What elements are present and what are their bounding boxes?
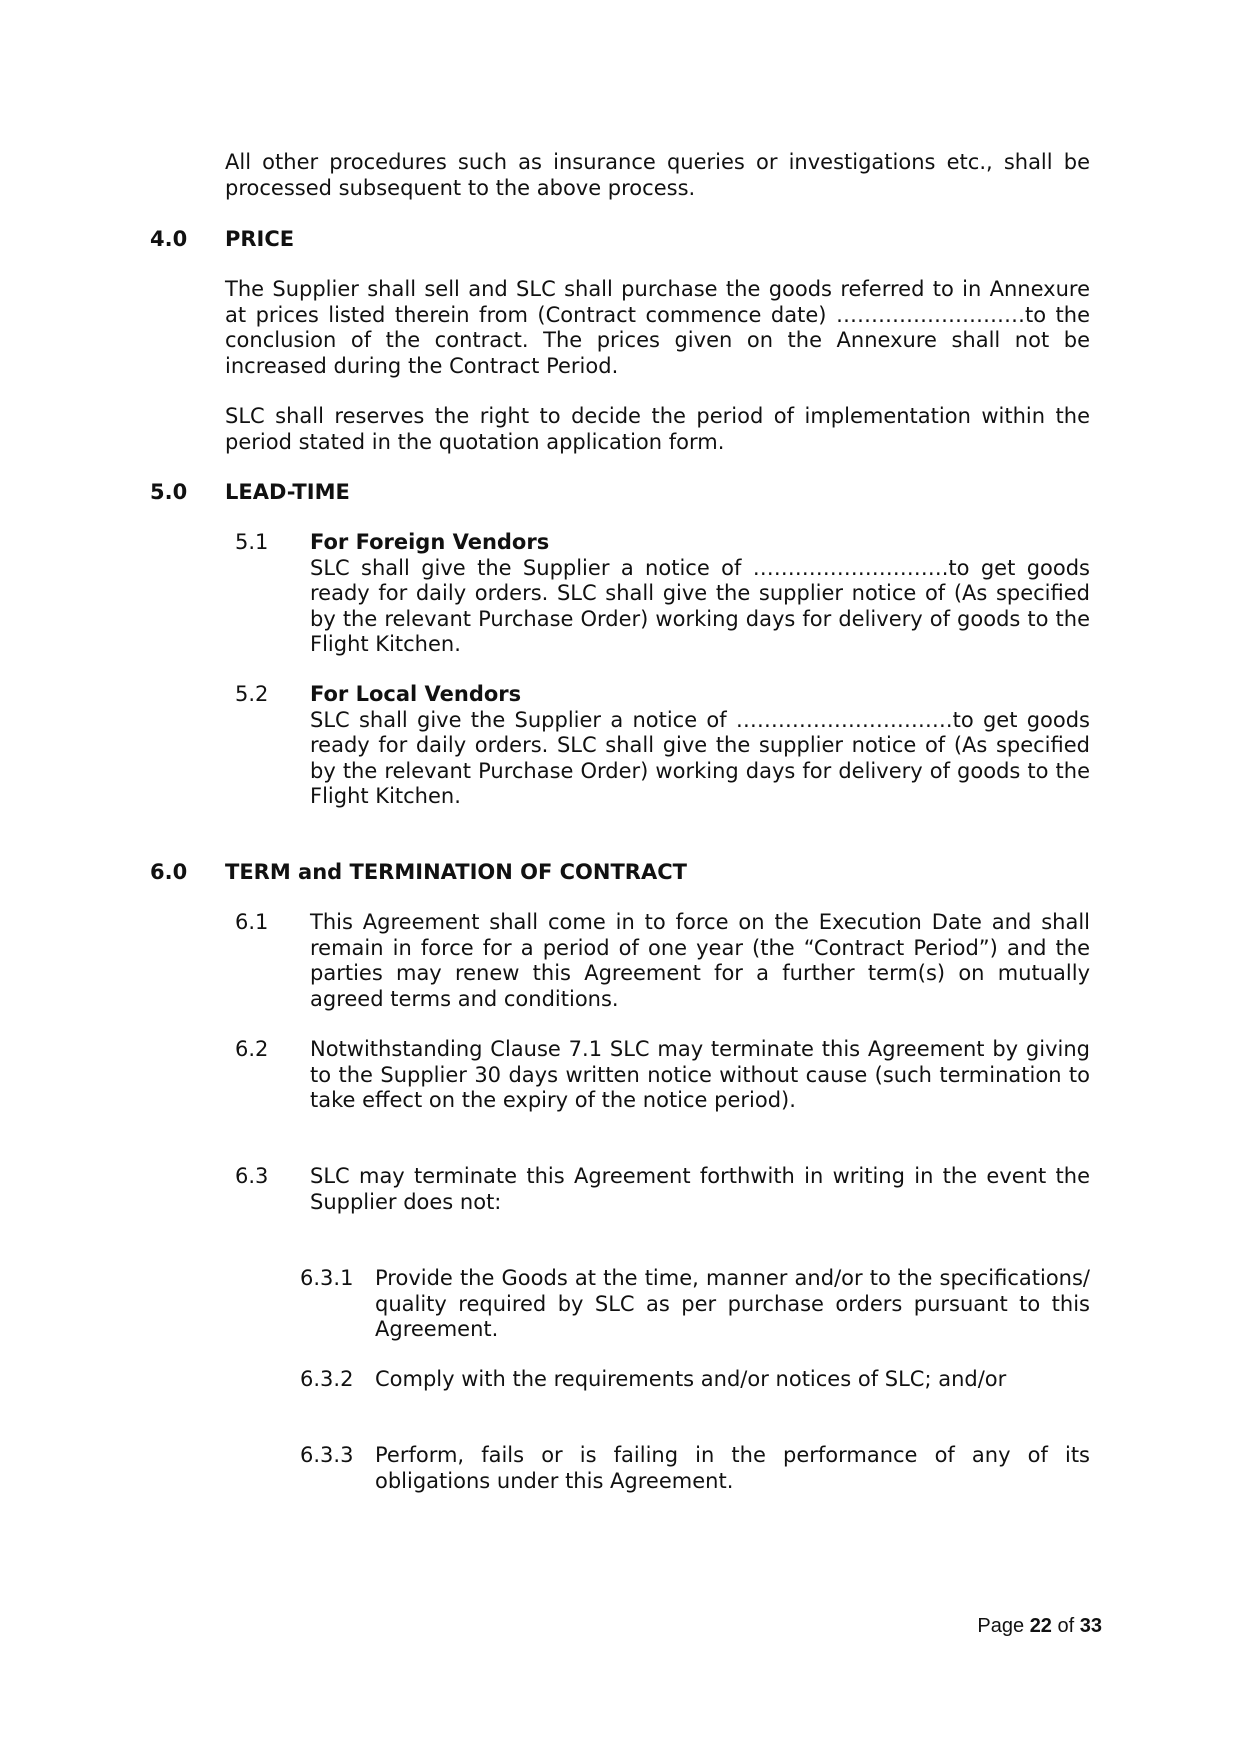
- section-4-title: PRICE: [225, 227, 295, 251]
- clause-5-1: [310, 530, 1090, 658]
- clause-5-1-text: SLC shall give the Supplier a notice of ……………………….to get goods ready for daily orders. SLC shall give the supplier notice of (As specified by the relevant Purchase Order) working days for delivery of goods to the Flight Kitchen.: [310, 555, 1090, 656]
- page-current: 22: [1029, 1615, 1052, 1637]
- clause-6-3-1-text: Provide the Goods at the time, manner and/or to the specifications/ quality required by SLC as per purchase orders pursuant to this Agreement.: [375, 1266, 1090, 1341]
- clause-6-2-number: 6.2: [235, 1037, 269, 1061]
- clause-6-3-number: 6.3: [235, 1164, 269, 1188]
- section-5-number: 5.0: [150, 480, 188, 504]
- clause-5-2-title: For Local Vendors: [310, 682, 522, 706]
- of-label: of: [1057, 1615, 1075, 1637]
- clause-6-3-1-number: 6.3.1: [300, 1266, 354, 1290]
- clause-6-3-2-number: 6.3.2: [300, 1367, 354, 1391]
- page-total: 33: [1079, 1615, 1102, 1637]
- section-4-number: 4.0: [150, 227, 188, 251]
- section-6-title: TERM and TERMINATION OF CONTRACT: [225, 860, 687, 884]
- clause-5-2-text: SLC shall give the Supplier a notice of ………………………….to get goods ready for daily orders. SLC shall give the supplier notice of (As specified by the relevant Purchase Order) working days for delivery of goods to the Flight Kitchen.: [310, 707, 1090, 808]
- clause-6-2-text: Notwithstanding Clause 7.1 SLC may terminate this Agreement by giving to the Supplier 30 days written notice without cause (such termination to take effect on the expiry of the notice period).: [310, 1037, 1090, 1112]
- clause-6-1-number: 6.1: [235, 910, 269, 934]
- section-4-paragraph-2: SLC shall reserves the right to decide the period of implementation within the period stated in the quotation application form.: [225, 404, 1090, 454]
- section-4-paragraph-1: The Supplier shall sell and SLC shall purchase the goods referred to in Annexure at prices listed therein from (Contract commence date) ………………………to the conclusion of the contract. The prices given on the Annexure shall not be increased during the Contract Period.: [225, 277, 1090, 378]
- section-6-number: 6.0: [150, 860, 188, 884]
- clause-5-2: [310, 682, 1090, 810]
- page-label: Page: [977, 1615, 1025, 1637]
- clause-6-3-3-text: Perform, fails or is failing in the performance of any of its obligations under this Agreement.: [375, 1443, 1090, 1493]
- clause-6-3-text: SLC may terminate this Agreement forthwith in writing in the event the Supplier does not:: [310, 1164, 1090, 1214]
- section-5-title: LEAD-TIME: [225, 480, 350, 504]
- clause-6-3-3-number: 6.3.3: [300, 1443, 354, 1467]
- clause-5-1-number: 5.1: [235, 530, 269, 554]
- page-footer: [977, 1614, 1102, 1638]
- intro-paragraph: All other procedures such as insurance queries or investigations etc., shall be processed subsequent to the above process.: [225, 150, 1090, 200]
- clause-6-3-2-text: Comply with the requirements and/or notices of SLC; and/or: [375, 1367, 1007, 1391]
- clause-6-1-text: This Agreement shall come in to force on the Execution Date and shall remain in force for a period of one year (the “Contract Period”) and the parties may renew this Agreement for a further term(s) on mutually agreed terms and conditions.: [310, 910, 1090, 1011]
- clause-5-2-number: 5.2: [235, 682, 269, 706]
- clause-5-1-title: For Foreign Vendors: [310, 530, 550, 554]
